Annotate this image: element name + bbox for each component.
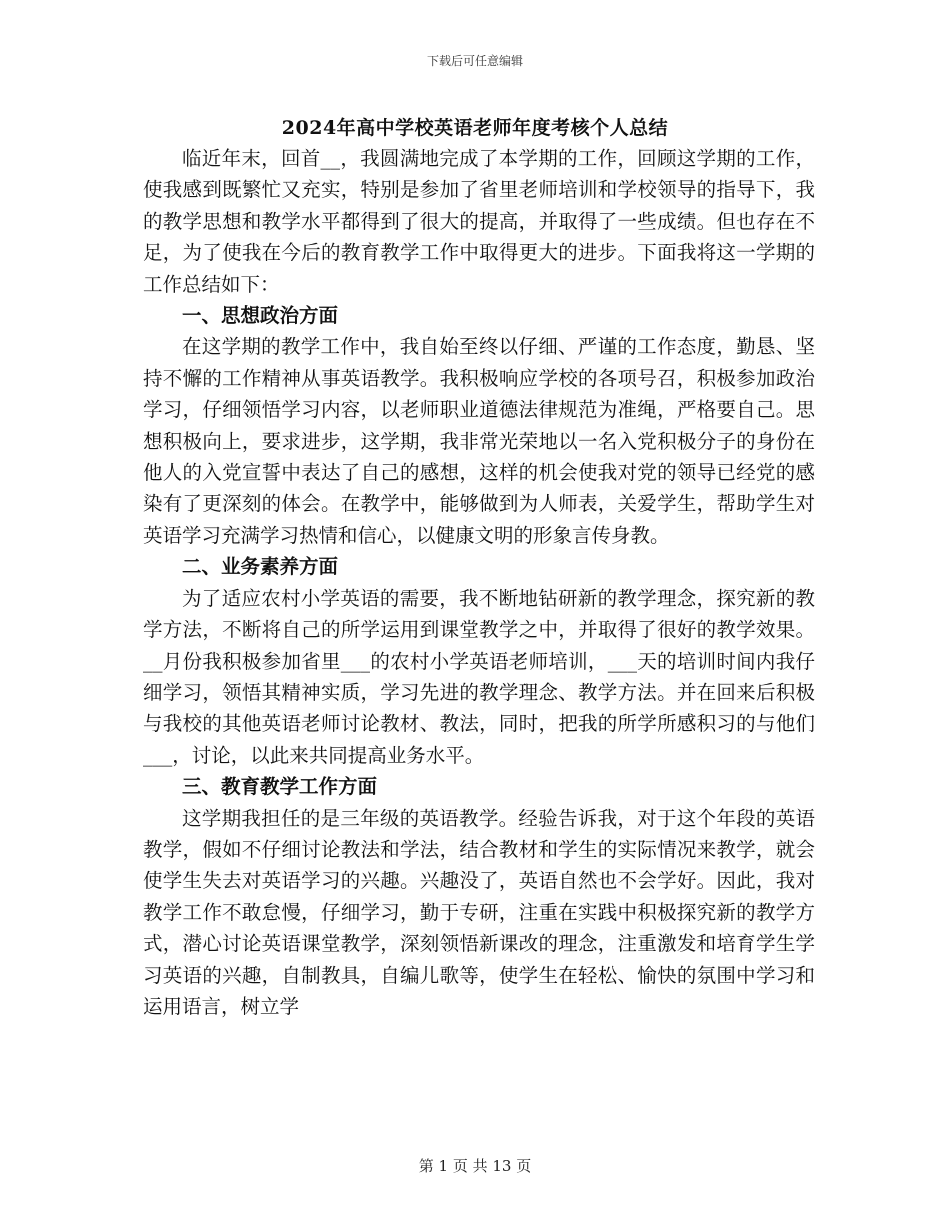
section-heading-3: 三、教育教学工作方面 xyxy=(182,775,378,799)
section-1-paragraph: 在这学期的教学工作中，我自始至终以仔细、严谨的工作态度，勤恳、坚持不懈的工作精神从事英语教学。我积极响应学校的各项号召，积极参加政治学习，仔细领悟学习内容，以老师职业道德法律规范为准绳，严格要自己。思想积极向上，要求进步，这学期，我非常光荣地以一名入党积极分子的身份在他人的入党宣誓中表达了自己的感想，这样的机会使我对党的领导已经党的感染有了更深刻的体会。在教学中，能够做到为人师表，关爱学生，帮助学生对英语学习充满学习热情和信心，以健康文明的形象言传身教。 xyxy=(143,335,815,547)
page-footer-number: 第 1 页 共 13 页 xyxy=(418,1157,532,1175)
page-header-note: 下载后可任意编辑 xyxy=(426,54,523,68)
section-heading-1: 一、思想政治方面 xyxy=(182,304,339,328)
document-body xyxy=(143,143,815,1022)
intro-paragraph: 临近年末，回首__，我圆满地完成了本学期的工作，回顾这学期的工作，使我感到既繁忙又充实，特别是参加了省里老师培训和学校领导的指导下，我的教学思想和教学水平都得到了很大的提高，并取得了一些成绩。但也存在不足，为了使我在今后的教育教学工作中取得更大的进步。下面我将这一学期的工作总结如下： xyxy=(143,147,815,296)
section-3-paragraph: 这学期我担任的是三年级的英语教学。经验告诉我，对于这个年段的英语教学，假如不仔细讨论教法和学法，结合教材和学生的实际情况来教学，就会使学生失去对英语学习的兴趣。兴趣没了，英语自然也不会学好。因此，我对教学工作不敢怠慢，仔细学习，勤于专研，注重在实践中积极探究新的教学方式，潜心讨论英语课堂教学，深刻领悟新课改的理念，注重激发和培育学生学习英语的兴趣，自制教具，自编儿歌等，使学生在轻松、愉快的氛围中学习和运用语言，树立学 xyxy=(143,806,815,1018)
section-heading-2: 二、业务素养方面 xyxy=(182,555,339,579)
document-title: 2024年高中学校英语老师年度考核个人总结 xyxy=(281,117,669,139)
section-2-paragraph: 为了适应农村小学英语的需要，我不断地钻研新的教学理念，探究新的教学方法，不断将自己的所学运用到课堂教学之中，并取得了很好的教学效果。__月份我积极参加省里___的农村小学英语老师培训，___天的培训时间内我仔细学习，领悟其精神实质，学习先进的教学理念、教学方法。并在回来后积极与我校的其他英语老师讨论教材、教法，同时，把我的所学所感积习的与他们___，讨论，以此来共同提高业务水平。 xyxy=(143,586,815,767)
